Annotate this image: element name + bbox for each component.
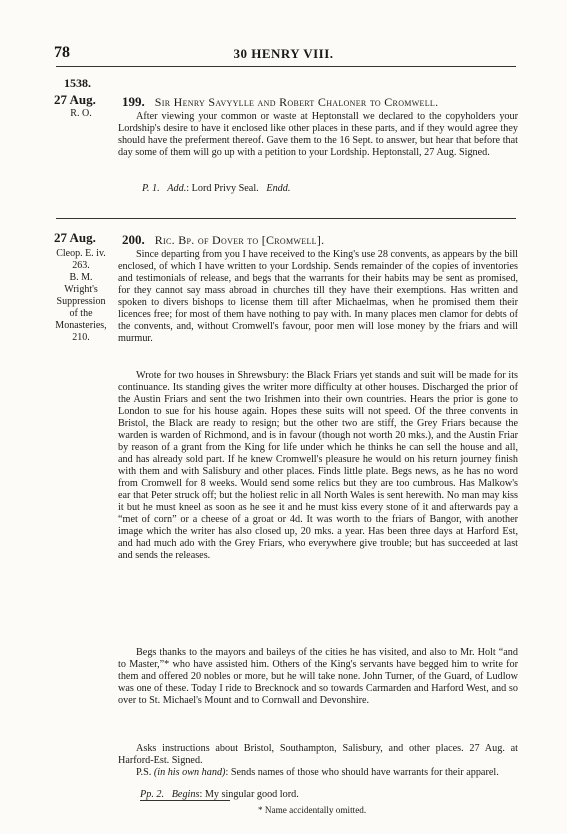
source-line: Wright's <box>64 284 98 295</box>
entry-200-paragraph-2: Wrote for two houses in Shrewsbury: the Black Friars yet stands and suit will be made for its continuance. Its standing gives the writer more difficulty at other houses. Discharged the prior of the Austin Friars and sent the two Irishmen into their own countries. Hears the prior is gone to London to sue for his house again. Hopes these suits will not speed. Of the three convents in Bristol, the Black are ready to resign; but the other two are stiff, the Grey Friars because the warden is warden of Richmond, and is in favour (though not worth 20 mks.), and the Austin Friar by reason of a grant from the King for life under which he thinks he can sell the house and all, and has already sold part. If he knew Cromwell's pleasure he would on his return journey finish with them and with Salisbury and other places. Finds little plate. Begs news, as he has no word from Cromwell for 8 weeks. Would send some relics but they are too cumbrous. Has Malkow's ear that Peter struck off; but the holiest relic in all North Wales is sent herewith. No man may kiss it but he must kneel as soon as he see it and he must kiss every stone of it and afterwards pay a “met of corn” or a cheese of a groat or 4d. It was worth to the friars of Bangor, with another image which the writer has also closed up, 20 mks. a year. Has been three days at Harford Est, and had much ado with the Grey Friars, who everywhere give trouble; but has succeeded at last and sends the releases. <box>118 370 518 561</box>
entry-200-begins-text: : My singular good lord. <box>199 789 299 800</box>
entry-199-text: After viewing your common or waste at Heptonstall we declared to the copyholders your Lordship's desire to have it enclosed like other places in these parts, and if they would agree they should have the preferment thereof. Gave them to the 16 Sept. to answer, but hear that before that day some of them will go up with a petition to your Lordship. Heptonstall, 27 Aug. Signed. <box>118 111 518 158</box>
running-head: 30 HENRY VIII. <box>233 46 334 61</box>
entry-200-paragraph-3: Begs thanks to the mayors and baileys of the cities he has visited, and also to Mr. Holt “and to Master,”* who have assisted him. Others of the King's servants have begged him to write for them and offered 20 nobles or more, but he will take none. John Turner, of the Guard, of Ludlow was one of these. Today I ride to Brecknock and so towards Carmarden and Harford West, and so over to St. Michael's Mount and to Cornwall and Devonshire. <box>118 647 518 706</box>
entry-199-year: 1538. <box>64 76 91 90</box>
entry-199-source: R. O. <box>70 108 92 119</box>
entry-199-heading <box>122 93 517 111</box>
entry-199-title: Sir Henry Savyylle and Robert Chaloner to Cromwell. <box>154 95 439 109</box>
source-line: Monasteries, <box>55 320 107 331</box>
entry-199-add-text: : Lord Privy Seal. <box>186 183 259 194</box>
footnote: * Name accidentally omitted. <box>258 805 367 815</box>
header-rule <box>56 66 516 67</box>
ps-label: P.S. <box>136 767 152 778</box>
entry-200-paragraph-4: Asks instructions about Bristol, Southampton, Salisbury, and other places. 27 Aug. at Harford-Est. Signed. <box>118 743 518 766</box>
entry-199-endd: Endd. <box>266 183 291 194</box>
entry-200-number: 200. <box>122 232 145 247</box>
entry-199-number: 199. <box>122 94 145 109</box>
entry-200-heading <box>122 231 517 249</box>
entry-200-title: Ric. Bp. of Dover to [Cromwell]. <box>154 233 325 247</box>
source-line: of the <box>69 308 93 319</box>
entry-divider <box>56 218 516 219</box>
entry-200-postscript <box>118 767 518 779</box>
entry-199-date: 27 Aug. <box>54 92 96 107</box>
footnote-rule <box>140 800 230 801</box>
source-line: 263. <box>72 260 90 271</box>
entry-199-pages: P. 1. <box>142 183 160 194</box>
page-number: 78 <box>54 44 70 61</box>
ps-text: : Sends names of those who should have warrants for their apparel. <box>225 767 499 778</box>
entry-200-paragraph-1: Since departing from you I have received to the King's use 28 convents, as appears by the bill enclosed, of which I have written to your Lordship. Sends remainder of the copies of inventories and testimonials of release, and begs that the warrants for their habits may be sent as promised, for they cannot say mass abroad in churches till they have their exemptions. Has written and spoken to divers bishops to license them till after Michaelmas, when he promised them their licences free; for most of them have nothing to pay with. In many places men clamor for debts of the convents, and, without Cromwell's favour, poor men will lose money by the friars and will murmur. <box>118 249 518 344</box>
ps-hand: (in his own hand) <box>153 767 226 778</box>
entry-199-note <box>142 183 290 195</box>
entry-200-date: 27 Aug. <box>54 230 96 245</box>
page-header <box>0 44 567 64</box>
source-line: Suppression <box>56 296 106 307</box>
source-line: Cleop. E. iv. <box>56 248 106 259</box>
source-line: B. M. <box>69 272 93 283</box>
entry-200-source <box>50 248 112 344</box>
entry-200-pages: Pp. 2. <box>140 789 165 800</box>
entry-199-add-label: Add. <box>167 183 187 194</box>
source-line: 210. <box>72 332 90 343</box>
entry-200-begins-label: Begins <box>171 789 200 800</box>
